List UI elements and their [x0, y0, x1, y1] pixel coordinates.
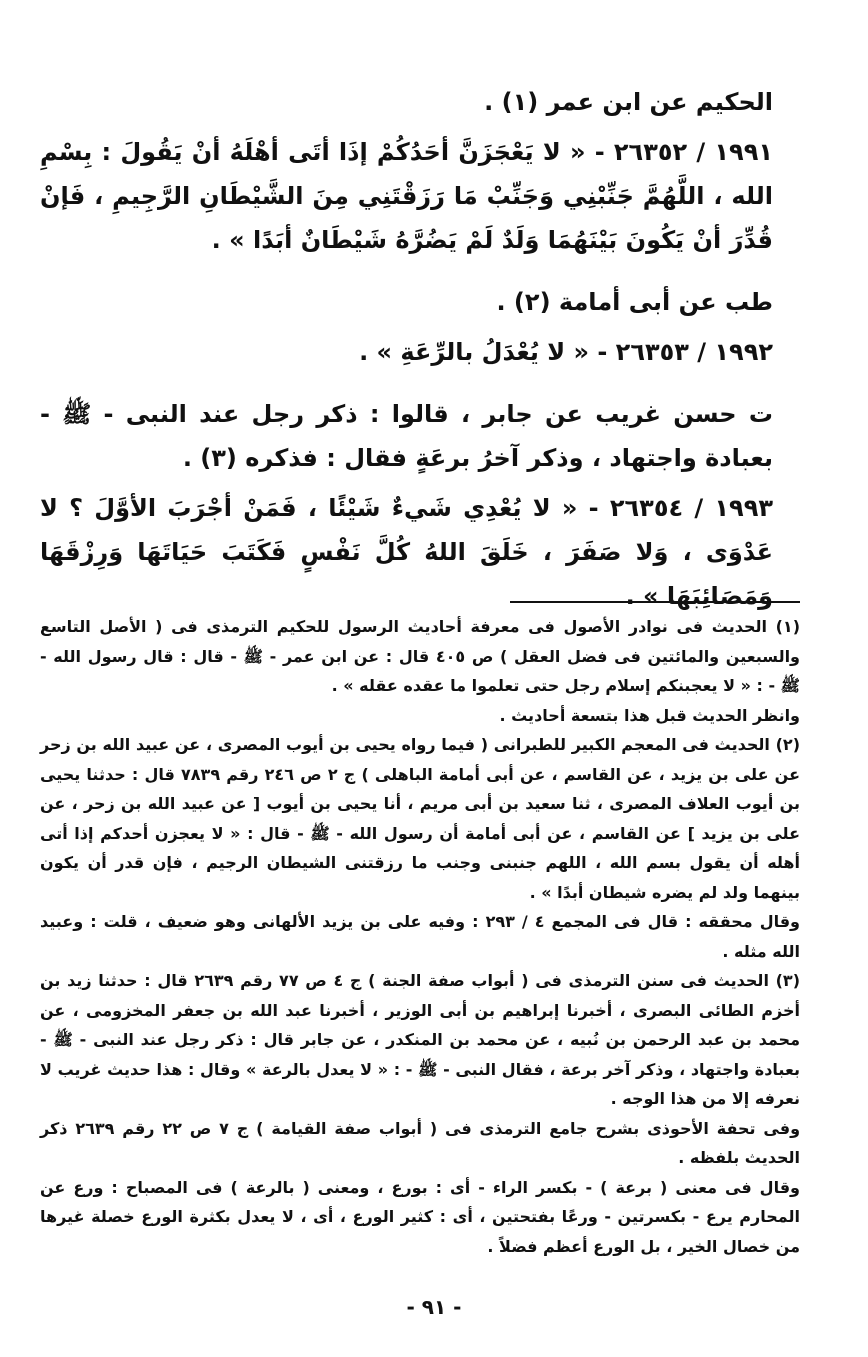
hadith-1993: ١٩٩٣ / ٢٦٣٥٤ - « لا يُعْدِي شَيءٌ شَيْئًا ، فَمَنْ أجْرَبَ الأوَّلَ ؟ لا عَدْوَى ، وَلا صَفَرَ ، خَلَقَ اللهُ كُلَّ نَفْسٍ فَكَتَبَ حَيَاتَهَا وَرِزْقَهَا وَمَصَائِبَهَا » .: [40, 494, 773, 610]
footnote-1: (١) الحديث فى نوادر الأصول فى معرفة أحاديث الرسول للحكيم الترمذى فى ( الأصل التاسع والسبعين والمائتين فى فضل العقل ) ص ٤٠٥ قال : عن ابن عمر - ﷺ - قال : قال رسول الله - ﷺ - : « لا يعجبنكم إسلام رجل حتى تعلموا ما عقده عقله » .: [40, 617, 800, 695]
main-text: [40, 80, 773, 618]
footnote-3-meaning: وقال فى معنى ( برعة ) - بكسر الراء - أى : بورع ، ومعنى ( بالرعة ) فى المصباح : ورع عن المحارم يرع - بكسرتين - ورعًا بفتحتين ، أى : كثير الورع ، أى ، لا يعدل بكثرة الورع خصلة غيرها من خصال الخير ، بل الورع أعظم فضلاً .: [40, 1177, 800, 1256]
source-line: الحكيم عن ابن عمر (١) .: [484, 88, 773, 116]
source-line: ت حسن غريب عن جابر ، قالوا : ذكر رجل عند النبى - ﷺ - بعبادة واجتهاد ، وذكر آخرُ برعَةٍ فقال : فذكره (٣) .: [40, 400, 773, 472]
page-number: - ٩١ -: [406, 1295, 462, 1319]
hadith-1991: ١٩٩١ / ٢٦٣٥٢ - « لا يَعْجَزَنَّ أحَدُكُمْ إذَا أتَى أهْلَهُ أنْ يَقُولَ : بِسْمِ الله ، اللَّهُمَّ جَنِّبْنِي وَجَنِّبْ مَا رَزَقْتَنِي مِنَ الشَّيْطَانِ الرَّجِيمِ ، فَإنْ قُدِّرَ أنْ يَكُونَ بَيْنَهُمَا وَلَدٌ لَمْ يَضُرَّهُ شَيْطَانٌ أبَدًا » .: [40, 138, 773, 254]
footnote-2-note: وقال محققه : قال فى المجمع ٤ / ٢٩٣ : وفيه على بن يزيد الألهانى وهو ضعيف ، قلت : وعبيد الله مثله .: [40, 912, 801, 961]
footnote-2: (٢) الحديث فى المعجم الكبير للطبرانى ( فيما رواه يحيى بن أيوب المصرى ، عن عبيد الله بن زحر عن على بن يزيد ، عن القاسم ، عن أبى أمامة الباهلى ) ج ٢ ص ٢٤٦ رقم ٧٨٣٩ قال : حدثنا يحيى بن أيوب العلاف المصرى ، ثنا سعيد بن أبى مريم ، أنا يحيى بن أيوب [ عن عبيد الله بن زحر ، عن على بن يزيد ] عن القاسم ، عن أبى أمامة أن رسول الله - ﷺ - قال : « لا يعجزن أحدكم إذا أتى أهله أن يقول بسم الله ، اللهم جنبنى وجنب ما رزقتنى الشيطان الرجيم ، فإن قدر أن يكون بينهما ولد لم يضره شيطان أبدًا » .: [40, 735, 801, 902]
source-line: طب عن أبى أمامة (٢) .: [496, 288, 773, 316]
footnotes: [40, 612, 800, 1261]
hadith-1992: ١٩٩٢ / ٢٦٣٥٣ - « لا يُعْدَلُ بالرِّعَةِ » .: [359, 338, 773, 366]
footnote-3: (٣) الحديث فى سنن الترمذى فى ( أبواب صفة الجنة ) ج ٤ ص ٧٧ رقم ٢٦٣٩ قال : حدثنا زيد بن أخزم الطائى البصرى ، أخبرنا إبراهيم بن أبى الوزير ، أخبرنا عبد الله بن جعفر المخزومى ، عن محمد بن عبد الرحمن بن نُبيه ، عن محمد بن المنكدر ، عن جابر قال : ذكر رجل عند النبى - ﷺ - بعبادة واجتهاد ، وذكر آخر برعة ، فقال النبى - ﷺ - : « لا يعدل بالرعة » وقال : هذا حديث غريب لا نعرفه إلا من هذا الوجه .: [40, 971, 800, 1108]
footnote-1-note: وانظر الحديث قبل هذا بتسعة أحاديث .: [499, 705, 800, 725]
footnote-divider: [510, 601, 800, 603]
footnote-3-note: وفى تحفة الأحوذى بشرح جامع الترمذى فى ( أبواب صفة القيامة ) ج ٧ ص ٢٢ رقم ٢٦٣٩ ذكر الحديث بلفظه .: [40, 1118, 801, 1167]
